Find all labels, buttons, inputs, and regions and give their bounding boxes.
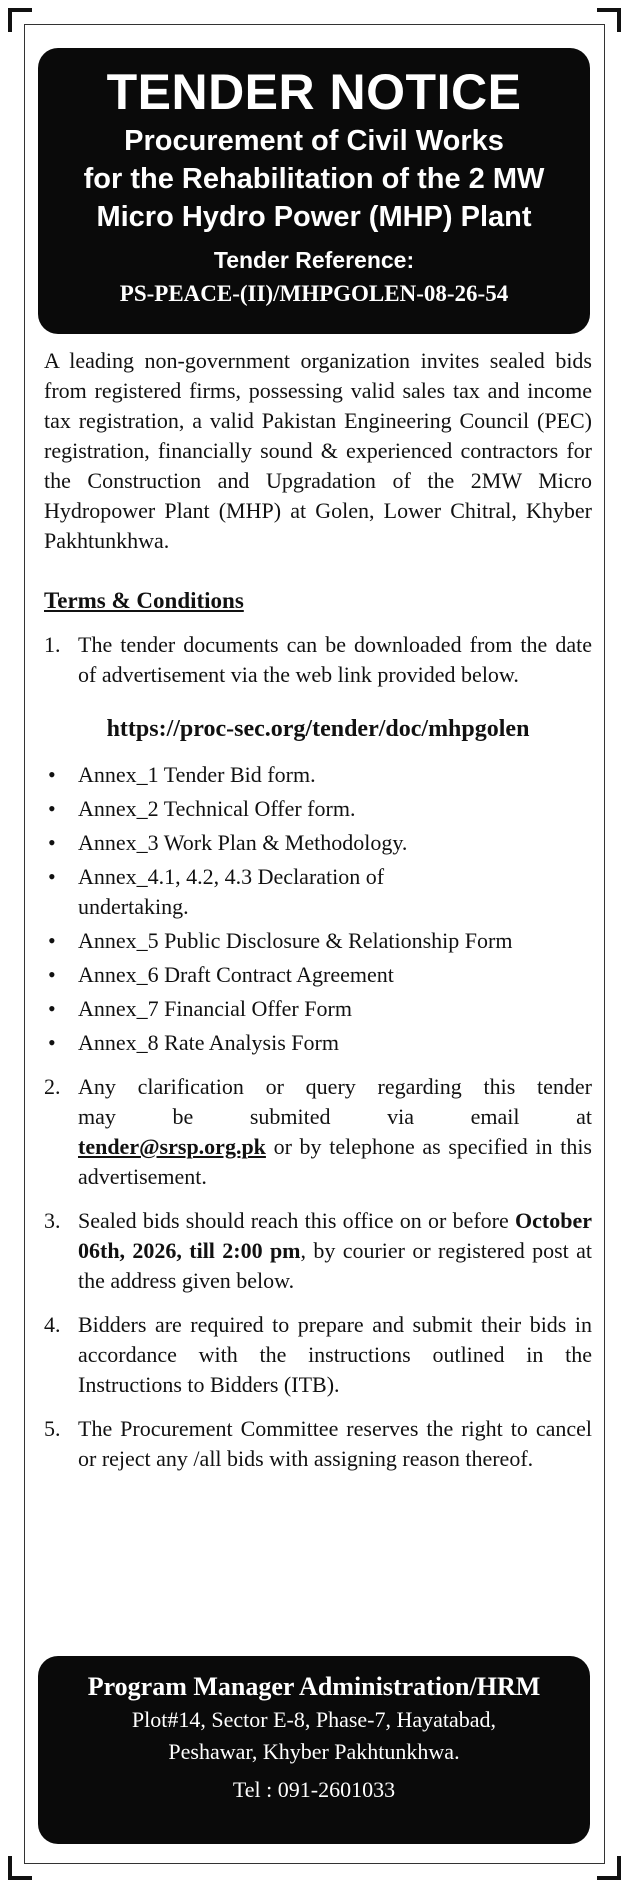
annex-list: [44, 760, 592, 1058]
list-item: • Annex_1 Tender Bid form.: [44, 760, 592, 790]
tender-doc-link[interactable]: https://proc-sec.org/tender/doc/mhpgolen: [106, 716, 530, 742]
list-item: • Annex_4.1, 4.2, 4.3 Declaration of undertaking.: [44, 862, 592, 922]
bullet-icon: •: [48, 762, 56, 787]
term-item-4: [44, 1310, 592, 1400]
subtitle-line-2: for the Rehabilitation of the 2 MW: [83, 163, 545, 195]
term-2-line-1: Any clarification or query regarding this tender: [78, 1074, 592, 1099]
bullet-icon: •: [48, 962, 56, 987]
term-2-line-2: may be submited via email at: [78, 1104, 592, 1129]
term-item-5: [44, 1414, 592, 1474]
page-title: TENDER NOTICE: [106, 64, 522, 120]
list-item: • Annex_3 Work Plan & Methodology.: [44, 828, 592, 858]
term-text: The Procurement Committee reserves the right to cancel or reject any /all bids with assigning reason thereof.: [78, 1416, 592, 1471]
subtitle-line-3: Micro Hydro Power (MHP) Plant: [96, 201, 532, 233]
contact-box: [38, 1656, 590, 1844]
term-number: 5.: [44, 1416, 61, 1441]
submission-deadline: October 06th, 2026, till 2:00 pm: [78, 1208, 592, 1263]
bullet-icon: •: [48, 1030, 56, 1055]
header-box: [38, 48, 590, 334]
telephone[interactable]: Tel : 091-2601033: [232, 1777, 396, 1802]
list-item: • Annex_7 Financial Offer Form: [44, 994, 592, 1024]
list-item: • Annex_5 Public Disclosure & Relationship Form: [44, 926, 592, 956]
contact-title: Program Manager Administration/HRM: [87, 1672, 541, 1701]
tender-reference-label: Tender Reference:: [213, 247, 415, 273]
bullet-icon: •: [48, 928, 56, 953]
list-item: • Annex_2 Technical Offer form.: [44, 794, 592, 824]
term-text: Sealed bids should reach this office on or before October 06th, 2026, till 2:00 pm, by courier or registered post at the address given below.: [78, 1208, 592, 1293]
bullet-icon: •: [48, 864, 56, 889]
subtitle-line-1: Procurement of Civil Works: [124, 125, 504, 157]
term-item-1: [44, 630, 592, 690]
term-number: 1.: [44, 632, 61, 657]
terms-heading: Terms & Conditions: [44, 588, 244, 613]
term-2-rest: or by telephone as specified in this advertisement.: [78, 1134, 592, 1189]
term-number: 4.: [44, 1312, 61, 1337]
tender-reference: PS-PEACE-(II)/MHPGOLEN-08-26-54: [119, 281, 509, 306]
term-item-2: [44, 1072, 592, 1192]
list-item: • Annex_6 Draft Contract Agreement: [44, 960, 592, 990]
bullet-icon: •: [48, 996, 56, 1021]
address-line-1: Plot#14, Sector E-8, Phase-7, Hayatabad,: [131, 1707, 497, 1732]
term-number: 3.: [44, 1208, 61, 1233]
address-line-2: Peshawar, Khyber Pakhtunkhwa.: [168, 1739, 460, 1764]
intro-paragraph: A leading non-government organization invites sealed bids from registered firms, possessing valid sales tax and income tax registration, a valid Pakistan Engineering Council (PEC) registration, financially sound & experienced contractors for the Construction and Upgradation of the 2MW Micro Hydropower Plant (MHP) at Golen, Lower Chitral, Khyber Pakhtunkhwa.: [44, 348, 592, 553]
list-item: • Annex_8 Rate Analysis Form: [44, 1028, 592, 1058]
contact-email[interactable]: tender@srsp.org.pk: [78, 1134, 266, 1159]
term-number: 2.: [44, 1074, 61, 1099]
notice-body: [44, 346, 592, 1474]
term-text: The tender documents can be downloaded from the date of advertisement via the web link provided below.: [78, 632, 592, 687]
term-text: [78, 1072, 592, 1192]
term-text: Bidders are required to prepare and submit their bids in accordance with the instructions outlined in the Instructions to Bidders (ITB).: [78, 1312, 592, 1397]
term-item-3: [44, 1206, 592, 1296]
bullet-icon: •: [48, 830, 56, 855]
bullet-icon: •: [48, 796, 56, 821]
